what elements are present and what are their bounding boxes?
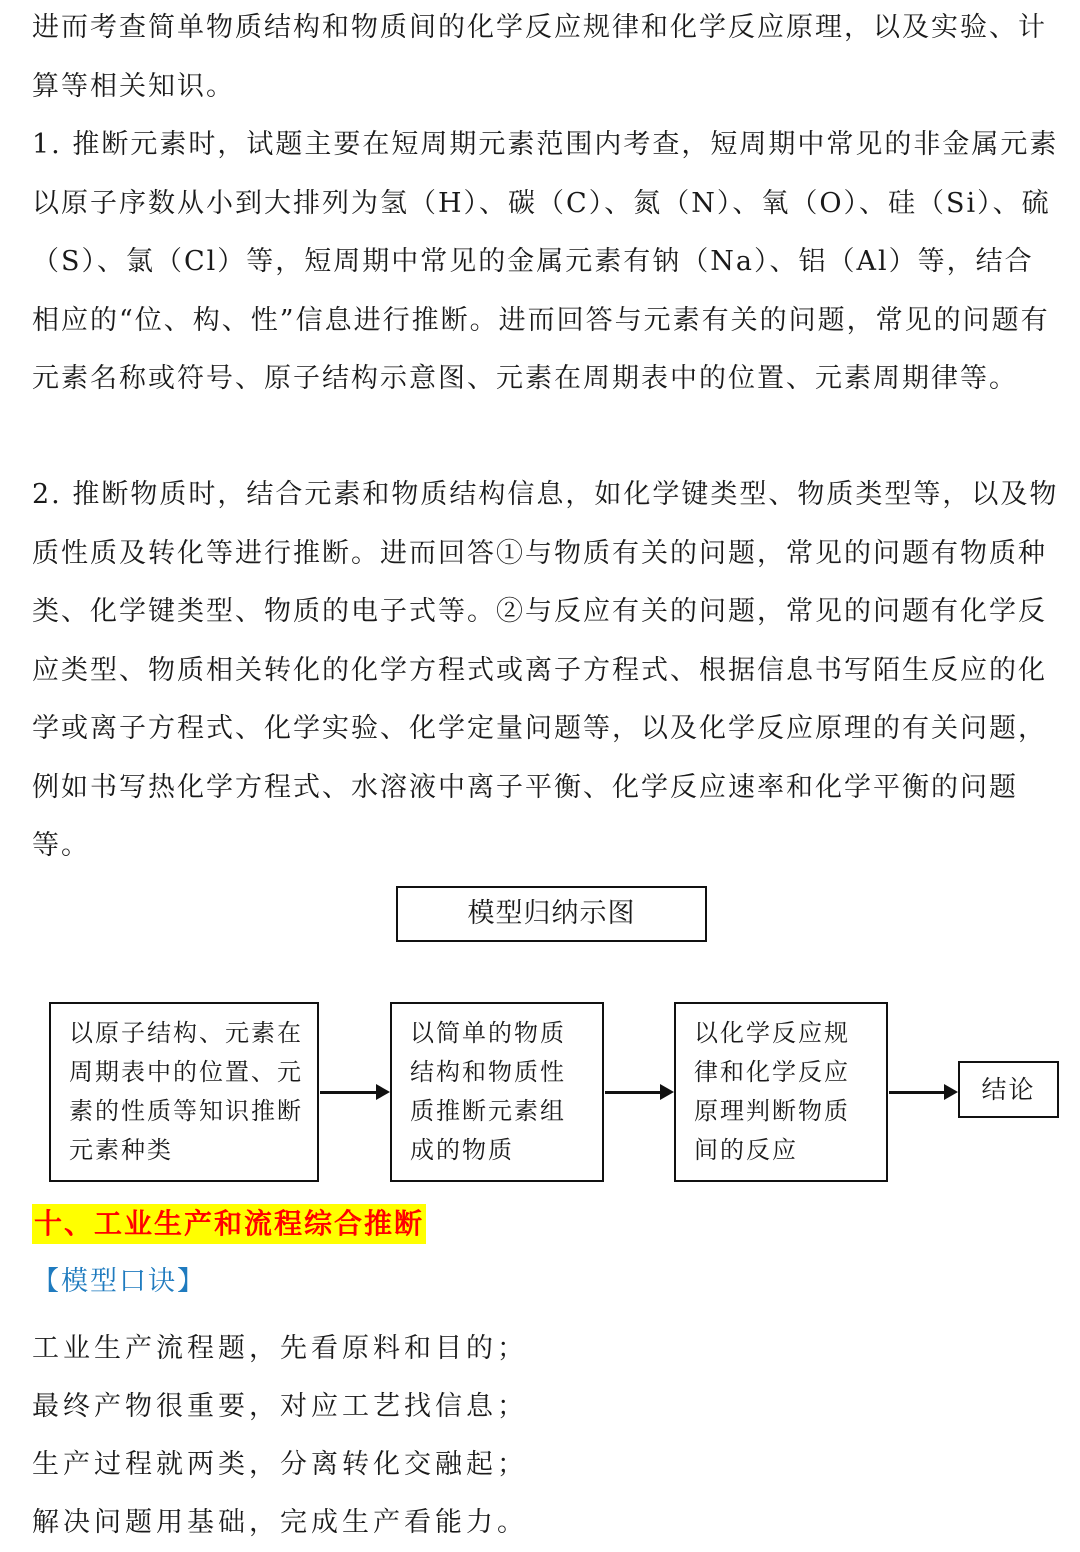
diagram-title: 模型归纳示图 [396,886,707,942]
mnemonic-line: 工业生产流程题，先看原料和目的； [32,1333,528,1364]
element-inference-paragraph: 1. 推断元素时，试题主要在短周期元素范围内考查，短周期中常见的非金属元素以原子序数从小到大排列为氢（H）、碳（C）、氮（N）、氧（O）、硅（Si）、硫（S）、氯（Cl）等，短周期中常见的金属元素有钠（Na）、铝（Al）等，结合相应的“位、构、性”信息进行推断。进而回答与元素有关的问题，常见的问题有元素名称或符号、原子结构示意图、元素在周期表中的位置、元素周期律等。 [32,129,1059,394]
mnemonic-subheading: 【模型口诀】 [32,1266,206,1297]
mnemonic-line: 最终产物很重要，对应工艺找信息； [32,1391,528,1422]
flow-arrow-right-icon [889,1082,958,1102]
flow-arrow-right-icon [320,1082,390,1102]
flow-step-reaction-judgment: 以化学反应规律和化学反应原理判断物质间的反应 [674,1002,888,1182]
flow-step-substance-inference: 以简单的物质结构和物质性质推断元素组成的物质 [390,1002,604,1182]
mnemonic-line: 生产过程就两类，分离转化交融起； [32,1449,528,1480]
flow-step-conclusion: 结论 [958,1061,1059,1118]
flow-arrow-right-icon [605,1082,674,1102]
flow-step-element-inference: 以原子结构、元素在周期表中的位置、元素的性质等知识推断元素种类 [49,1002,319,1182]
mnemonic-line: 解决问题用基础，完成生产看能力。 [32,1507,528,1538]
substance-inference-paragraph: 2. 推断物质时，结合元素和物质结构信息，如化学键类型、物质类型等，以及物质性质及转化等进行推断。进而回答①与物质有关的问题，常见的问题有物质种类、化学键类型、物质的电子式等。②与反应有关的问题，常见的问题有化学反应类型、物质相关转化的化学方程式或离子方程式、根据信息书写陌生反应的化学或离子方程式、化学实验、化学定量问题等，以及化学反应原理的有关问题，例如书写热化学方程式、水溶液中离子平衡、化学反应速率和化学平衡的问题等。 [32,479,1059,861]
section-heading: 十、工业生产和流程综合推断 [32,1204,426,1244]
intro-paragraph: 进而考查简单物质结构和物质间的化学反应规律和化学反应原理，以及实验、计算等相关知识。 [32,12,1047,102]
